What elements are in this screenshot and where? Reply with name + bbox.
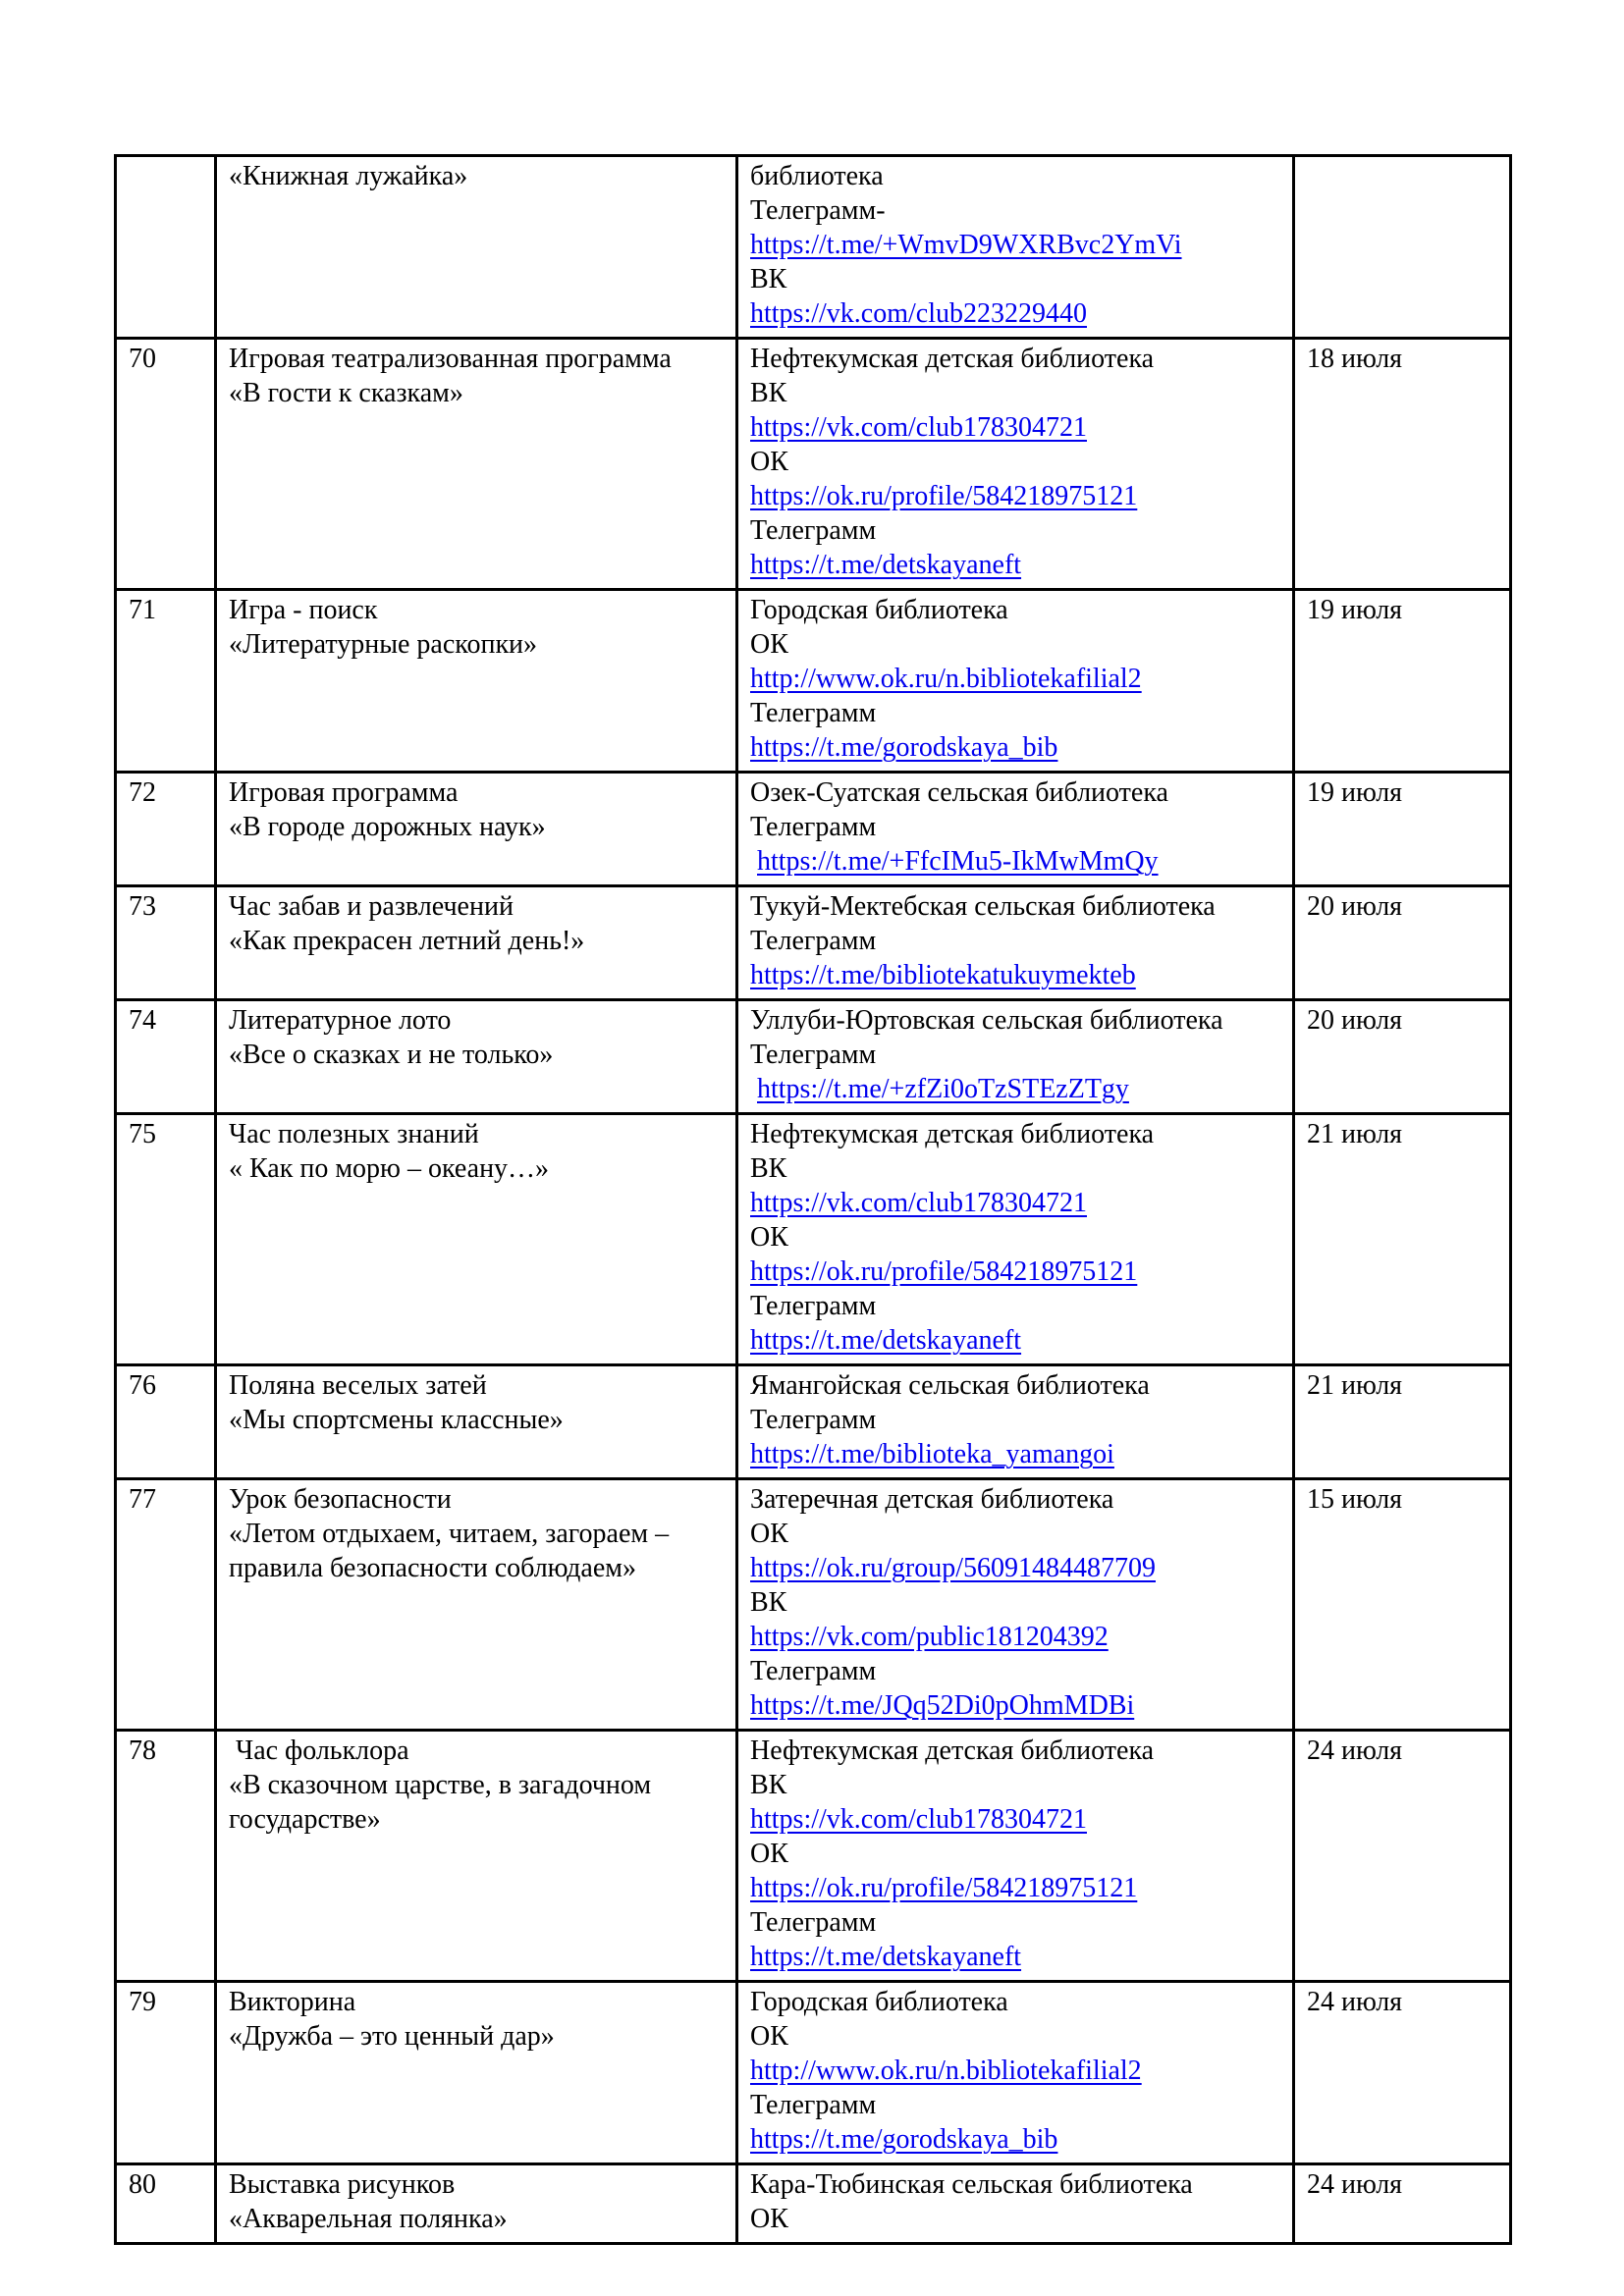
social-link[interactable]: https://ok.ru/profile/584218975121 (750, 1873, 1138, 1903)
event-title-line: государстве» (229, 1804, 381, 1835)
channel-link-line (750, 1688, 1282, 1723)
library-channels-cell (737, 886, 1294, 1000)
channel-text-line: Нефтекумская детская библиотека (750, 344, 1155, 374)
table-row (116, 1365, 1511, 1479)
event-date: 24 июля (1307, 2169, 1403, 2200)
event-date-cell (1294, 1114, 1511, 1365)
event-title-line: Час забав и развлечений (229, 891, 514, 922)
event-name-cell (216, 773, 737, 886)
social-link[interactable]: https://t.me/gorodskaya_bib (750, 732, 1058, 763)
event-name-cell (216, 1479, 737, 1731)
event-name-cell (216, 1365, 737, 1479)
channel-text-line: Нефтекумская детская библиотека (750, 1735, 1155, 1766)
row-number-cell (116, 1000, 216, 1114)
event-name-cell (216, 156, 737, 339)
social-link[interactable]: https://t.me/JQq52Di0pOhmMDBi (750, 1690, 1135, 1721)
document-page (114, 154, 1509, 2245)
table-row (116, 2164, 1511, 2244)
event-title-line: «В сказочном царстве, в загадочном (229, 1770, 652, 1800)
row-number: 70 (129, 344, 156, 374)
table-row (116, 773, 1511, 886)
row-number-cell (116, 1114, 216, 1365)
channel-text-line: Телеграмм (750, 698, 877, 728)
event-title-line: Игра - поиск (229, 595, 378, 625)
social-link[interactable]: https://ok.ru/profile/584218975121 (750, 1256, 1138, 1287)
event-title-line: «Летом отдыхаем, читаем, загораем – (229, 1519, 670, 1549)
channel-link-line (750, 662, 1282, 696)
event-title-line: правила безопасности соблюдаем» (229, 1553, 636, 1583)
channel-link-line (750, 1940, 1282, 1974)
row-number-cell (116, 590, 216, 773)
channel-text-line: Телеграмм (750, 926, 877, 956)
row-number: 72 (129, 777, 156, 808)
library-channels-cell (737, 1114, 1294, 1365)
channel-text-line: ОК (750, 2021, 788, 2052)
table-row (116, 156, 1511, 339)
channel-link-line (750, 1802, 1282, 1837)
event-title-line: «В гости к сказкам» (229, 378, 463, 408)
social-link[interactable]: https://t.me/detskayaneft (750, 550, 1022, 580)
row-number-cell (116, 1731, 216, 1982)
channel-text-line: библиотека (750, 161, 884, 191)
event-title-line: Викторина (229, 1987, 356, 2017)
row-number-cell (116, 773, 216, 886)
social-link[interactable]: https://vk.com/club223229440 (750, 298, 1087, 329)
event-title-line: Поляна веселых затей (229, 1370, 487, 1401)
channel-link-line (750, 2122, 1282, 2157)
channel-link-line (750, 228, 1282, 262)
social-link[interactable]: https://t.me/bibliotekatukuymekteb (750, 960, 1136, 990)
channel-text-line: ОК (750, 447, 788, 477)
social-link[interactable]: http://www.ok.ru/n.bibliotekafilial2 (750, 2056, 1142, 2086)
channel-text-line: ОК (750, 1222, 788, 1253)
channel-text-line: Телеграмм (750, 1656, 877, 1686)
social-link[interactable]: https://vk.com/club178304721 (750, 1188, 1087, 1218)
row-number: 79 (129, 1987, 156, 2017)
channel-text-line: Нефтекумская детская библиотека (750, 1119, 1155, 1149)
table-row (116, 1114, 1511, 1365)
table-row (116, 590, 1511, 773)
event-date-cell (1294, 590, 1511, 773)
channel-link-line (750, 479, 1282, 513)
row-number-cell (116, 339, 216, 590)
social-link[interactable]: https://vk.com/club178304721 (750, 412, 1087, 443)
event-title-line: «Все о сказках и не только» (229, 1040, 554, 1070)
row-number-cell (116, 1365, 216, 1479)
event-date-cell (1294, 156, 1511, 339)
channel-link-line (750, 2054, 1282, 2088)
row-number-cell (116, 156, 216, 339)
events-table-body (116, 156, 1511, 2244)
social-link[interactable]: https://t.me/biblioteka_yamangoi (750, 1439, 1114, 1469)
event-title-line: « Как по морю – океану…» (229, 1153, 550, 1184)
channel-text-line: Телеграмм (750, 1907, 877, 1938)
social-link[interactable]: https://vk.com/club178304721 (750, 1804, 1087, 1835)
channel-text-line: Телеграмм (750, 1291, 877, 1321)
channel-text-line: Кара-Тюбинская сельская библиотека (750, 2169, 1193, 2200)
event-date-cell (1294, 1731, 1511, 1982)
social-link[interactable]: https://t.me/gorodskaya_bib (750, 2124, 1058, 2155)
event-name-cell (216, 1731, 737, 1982)
event-title-line: «Дружба – это ценный дар» (229, 2021, 555, 2052)
library-channels-cell (737, 339, 1294, 590)
table-row (116, 1982, 1511, 2164)
event-date: 15 июля (1307, 1484, 1403, 1515)
table-row (116, 886, 1511, 1000)
event-title-line: Литературное лото (229, 1005, 452, 1036)
channel-text-line: Телеграмм (750, 1040, 877, 1070)
channel-text-line: Тукуй-Мектебская сельская библиотека (750, 891, 1216, 922)
channel-text-line: Телеграмм (750, 2090, 877, 2120)
event-date: 19 июля (1307, 777, 1403, 808)
table-row (116, 339, 1511, 590)
row-number-cell (116, 1479, 216, 1731)
library-channels-cell (737, 590, 1294, 773)
channel-text-line: Озек-Суатская сельская библиотека (750, 777, 1168, 808)
event-name-cell (216, 1000, 737, 1114)
channel-text-line: ВК (750, 378, 787, 408)
channel-text-line: Городская библиотека (750, 595, 1008, 625)
event-date-cell (1294, 1982, 1511, 2164)
channel-link-line (750, 1323, 1282, 1358)
event-title-line: «В городе дорожных наук» (229, 812, 546, 842)
event-name-cell (216, 2164, 737, 2244)
channel-text-line: Телеграмм (750, 812, 877, 842)
social-link[interactable]: https://ok.ru/profile/584218975121 (750, 481, 1138, 511)
event-title-line: Урок безопасности (229, 1484, 452, 1515)
library-channels-cell (737, 1731, 1294, 1982)
social-link[interactable]: https://t.me/+WmvD9WXRBvc2YmVi (750, 230, 1182, 260)
channel-text-line: ВК (750, 1587, 787, 1618)
row-number: 78 (129, 1735, 156, 1766)
social-link[interactable]: https://t.me/detskayaneft (750, 1942, 1022, 1972)
channel-link-line (750, 958, 1282, 992)
channel-text-line: Уллуби-Юртовская сельская библиотека (750, 1005, 1223, 1036)
library-channels-cell (737, 1982, 1294, 2164)
event-date-cell (1294, 2164, 1511, 2244)
event-date-cell (1294, 1000, 1511, 1114)
event-date: 19 июля (1307, 595, 1403, 625)
social-link[interactable]: https://t.me/+FfcIMu5-IkMwMmQy (757, 846, 1159, 877)
event-title-line: Игровая программа (229, 777, 459, 808)
channel-link-line (750, 844, 1282, 879)
event-title-line: «Мы спортсмены классные» (229, 1405, 564, 1435)
event-title-line: «Книжная лужайка» (229, 161, 468, 191)
library-channels-cell (737, 1479, 1294, 1731)
event-name-cell (216, 1114, 737, 1365)
library-channels-cell (737, 2164, 1294, 2244)
events-table (114, 154, 1512, 2245)
table-row (116, 1000, 1511, 1114)
event-date: 18 июля (1307, 344, 1403, 374)
channel-text-line: Телеграмм (750, 515, 877, 546)
channel-text-line: ВК (750, 264, 787, 294)
channel-link-line (750, 1871, 1282, 1905)
row-number-cell (116, 2164, 216, 2244)
row-number: 77 (129, 1484, 156, 1515)
channel-text-line: ОК (750, 1839, 788, 1869)
social-link[interactable]: https://vk.com/public181204392 (750, 1622, 1109, 1652)
event-name-cell (216, 590, 737, 773)
channel-link-line (750, 1186, 1282, 1220)
channel-link-line (750, 296, 1282, 331)
channel-text-line: Телеграмм (750, 1405, 877, 1435)
event-date: 21 июля (1307, 1370, 1403, 1401)
channel-link-line (750, 1437, 1282, 1471)
event-date: 21 июля (1307, 1119, 1403, 1149)
channel-text-line: ОК (750, 1519, 788, 1549)
event-date: 20 июля (1307, 891, 1403, 922)
event-title-line: Выставка рисунков (229, 2169, 456, 2200)
event-date-cell (1294, 1365, 1511, 1479)
channel-text-line: ОК (750, 629, 788, 660)
row-number: 76 (129, 1370, 156, 1401)
channel-link-line (750, 1255, 1282, 1289)
library-channels-cell (737, 156, 1294, 339)
table-row (116, 1479, 1511, 1731)
event-date: 20 июля (1307, 1005, 1403, 1036)
table-row (116, 1731, 1511, 1982)
channel-text-line: ВК (750, 1153, 787, 1184)
event-name-cell (216, 339, 737, 590)
event-date-cell (1294, 339, 1511, 590)
row-number: 75 (129, 1119, 156, 1149)
channel-link-line (750, 1551, 1282, 1585)
channel-text-line: Телеграмм- (750, 195, 886, 226)
event-date-cell (1294, 886, 1511, 1000)
social-link[interactable]: https://t.me/detskayaneft (750, 1325, 1022, 1356)
row-number: 73 (129, 891, 156, 922)
library-channels-cell (737, 1365, 1294, 1479)
social-link[interactable]: http://www.ok.ru/n.bibliotekafilial2 (750, 664, 1142, 694)
event-title-line: Час фольклора (229, 1735, 409, 1766)
channel-text-line: Затеречная детская библиотека (750, 1484, 1114, 1515)
event-date: 24 июля (1307, 1987, 1403, 2017)
social-link[interactable]: https://ok.ru/group/56091484487709 (750, 1553, 1156, 1583)
library-channels-cell (737, 773, 1294, 886)
event-date-cell (1294, 773, 1511, 886)
channel-link-line (750, 730, 1282, 765)
channel-text-line: ВК (750, 1770, 787, 1800)
row-number: 80 (129, 2169, 156, 2200)
event-title-line: «Как прекрасен летний день!» (229, 926, 585, 956)
channel-link-line (750, 548, 1282, 582)
channel-text-line: Городская библиотека (750, 1987, 1008, 2017)
channel-link-line (750, 1620, 1282, 1654)
row-number-cell (116, 1982, 216, 2164)
channel-link-line (750, 1072, 1282, 1106)
event-name-cell (216, 1982, 737, 2164)
row-number: 71 (129, 595, 156, 625)
library-channels-cell (737, 1000, 1294, 1114)
social-link[interactable]: https://t.me/+zfZi0oTzSTEzZTgy (757, 1074, 1129, 1104)
event-date-cell (1294, 1479, 1511, 1731)
row-number-cell (116, 886, 216, 1000)
event-title-line: Игровая театрализованная программа (229, 344, 672, 374)
event-name-cell (216, 886, 737, 1000)
row-number: 74 (129, 1005, 156, 1036)
event-title-line: «Акварельная полянка» (229, 2204, 508, 2234)
channel-text-line: Ямангойская сельская библиотека (750, 1370, 1150, 1401)
event-date: 24 июля (1307, 1735, 1403, 1766)
channel-link-line (750, 410, 1282, 445)
event-title-line: Час полезных знаний (229, 1119, 479, 1149)
channel-text-line: ОК (750, 2204, 788, 2234)
event-title-line: «Литературные раскопки» (229, 629, 538, 660)
